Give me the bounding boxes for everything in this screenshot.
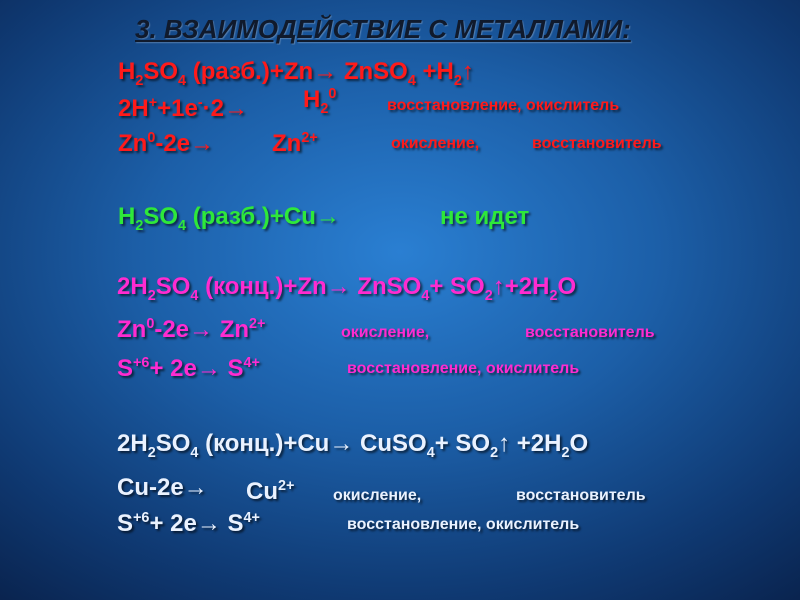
note-zn-reducer: восстановитель <box>532 135 662 152</box>
half-reaction-zn-oxidation-conc: $Zn^0-2e\to Zn^{2+}$ <box>117 316 266 343</box>
note-cu-oxidation: окисление, <box>333 487 422 504</box>
note-zn-oxidation: окисление, <box>391 135 480 152</box>
note-zn-oxidation-conc: окисление, <box>341 324 430 341</box>
reaction-dilute-cu-result: не идет <box>440 203 530 230</box>
note-h-reduction: восстановление, окислитель <box>387 97 620 114</box>
slide-title: 3. ВЗАИМОДЕЙСТВИЕ С МЕТАЛЛАМИ: <box>135 14 631 44</box>
half-reaction-cu-oxidation: Cu-2e→ <box>117 474 208 501</box>
half-reaction-zn-product: $Zn^{2+}$ <box>272 130 318 157</box>
reaction-dilute-zn: $H_2SO_4$ (разб.)+Zn→ ZnSO$_4$ $+H_2↑$ <box>118 58 474 89</box>
half-reaction-h-product: $H_2^0$ <box>303 86 337 117</box>
half-reaction-s-reduction-cu: $S^{+6}+ 2e\to S^{4+}$ <box>117 510 260 537</box>
note-zn-reducer-conc: восстановитель <box>525 324 655 341</box>
note-s-reduction-cu: восстановление, окислитель <box>347 516 580 533</box>
reaction-conc-zn: $2H_2SO_4$ (конц.)+Zn→ ZnSO$_4$+ $SO_2↑+2H_2O$ <box>117 273 577 304</box>
note-cu-reducer: восстановитель <box>516 487 646 504</box>
reaction-conc-cu: $2H_2SO_4$ (конц.)+Cu→ CuSO$_4$+ $SO_2↑ +2H_2O$ <box>117 430 589 461</box>
half-reaction-zn-oxidation: $Zn^0-2e\to$ <box>118 130 215 157</box>
half-reaction-cu-product: $Cu^{2+}$ <box>246 478 295 505</box>
note-s-reduction-zn: восстановление, окислитель <box>347 360 580 377</box>
reaction-dilute-cu: $H_2SO_4$ (разб.)+Cu→ <box>118 203 340 234</box>
half-reaction-h-reduction: 2H++1e-·2→ <box>118 95 248 122</box>
half-reaction-s-reduction-zn: $S^{+6}+ 2e\to S^{4+}$ <box>117 355 260 382</box>
